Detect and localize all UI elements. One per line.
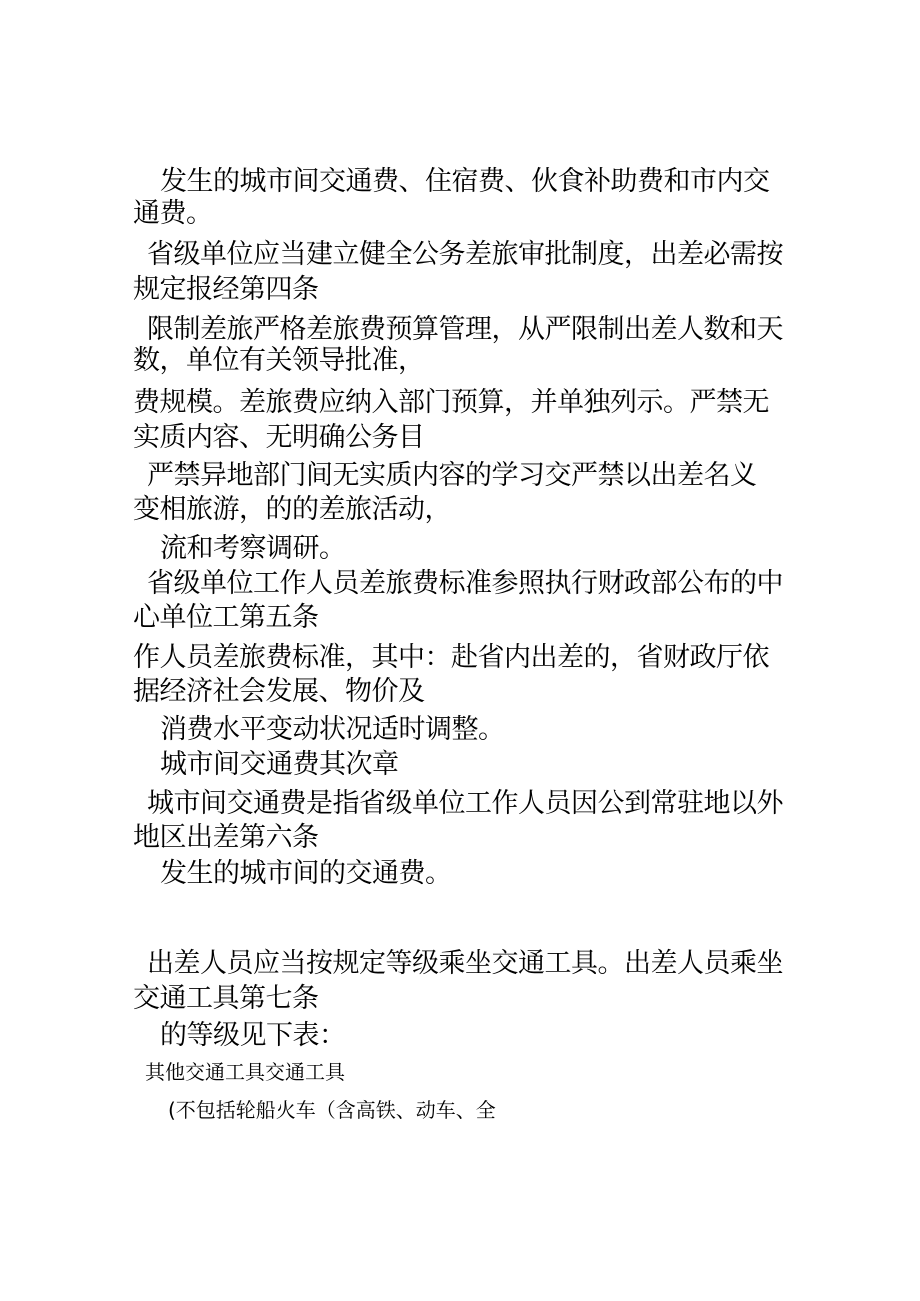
text-line: 发生的城市间的交通费。 (160, 858, 452, 889)
text-line: 发生的城市间交通费、住宿费、伙食补助费和市内交 (160, 166, 770, 197)
text-line: 城市间交通费其次章 (160, 749, 399, 780)
text-line: 通费。 (133, 198, 213, 229)
text-line: 城市间交通费是指省级单位工作人员因公到常驻地以外 (147, 788, 783, 819)
text-line: 实质内容、无明确公务目 (133, 422, 425, 453)
text-line: 严禁异地部门间无实质内容的学习交严禁以出差名义 (147, 460, 757, 491)
text-line: 的等级见下表： (160, 1020, 346, 1051)
text-line: 消费水平变动状况适时调整。 (160, 714, 505, 745)
text-line: 其他交通工具交通工具 (145, 1060, 345, 1084)
text-line: 省级单位应当建立健全公务差旅审批制度，出差必需按 (147, 239, 783, 270)
text-line: 省级单位工作人员差旅费标准参照执行财政部公布的中 (147, 568, 783, 599)
text-line: 数，单位有关领导批准， (133, 345, 425, 376)
text-line: 据经济社会发展、物价及 (133, 676, 425, 707)
text-line: 费规模。差旅费应纳入部门预算，并单独列示。严禁无 (133, 387, 769, 418)
text-line: 流和考察调研。 (160, 533, 346, 564)
text-line: 变相旅游，的的差旅活动， (133, 494, 451, 525)
text-line: 规定报经第四条 (133, 274, 319, 305)
text-line: 交通工具第七条 (133, 983, 319, 1014)
text-line: 心单位工第五条 (133, 602, 319, 633)
text-line: 作人员差旅费标准，其中：赴省内出差的，省财政厅依 (133, 642, 769, 673)
text-line: (不包括轮船火车（含高铁、动车、全 (168, 1098, 496, 1122)
text-line: 限制差旅严格差旅费预算管理，从严限制出差人数和天 (147, 314, 783, 345)
text-line: 出差人员应当按规定等级乘坐交通工具。出差人员乘坐 (147, 948, 783, 979)
text-line: 地区出差第六条 (133, 822, 319, 853)
